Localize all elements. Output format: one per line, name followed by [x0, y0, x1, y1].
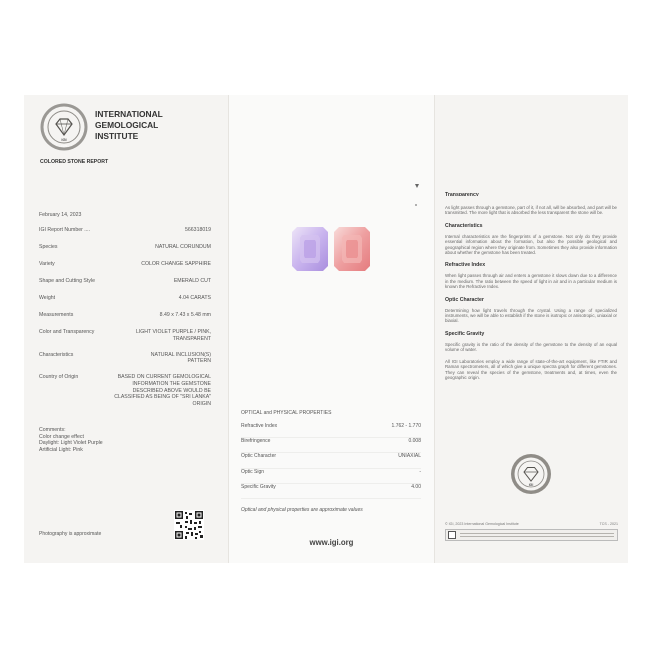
optical-label: Optic Sign [241, 468, 265, 475]
detail-row-report-number [39, 227, 211, 234]
detail-label: Variety [39, 260, 55, 267]
optical-value: - [419, 468, 421, 475]
detail-row-color [39, 329, 211, 342]
optical-row [241, 469, 421, 484]
colored-stone-report [24, 95, 628, 563]
comment-line: Artificial Light: Pink [39, 446, 83, 453]
detail-value: LIGHT VIOLET PURPLE / PINK, TRANSPARENT [135, 328, 211, 342]
detail-row-measurements [39, 312, 211, 319]
detail-label: Characteristics [39, 351, 74, 358]
detail-label: Color and Transparency [39, 328, 95, 335]
detail-label: Species [39, 243, 58, 250]
detail-value: 8.49 x 7.43 x 5.48 mm [159, 311, 211, 318]
detail-value: NATURAL INCLUSION(S) PATTERN [150, 351, 211, 365]
detail-row-species [39, 244, 211, 251]
report-info-panel [435, 95, 628, 563]
detail-label: IGI Report Number .... [39, 227, 91, 233]
report-center-panel [229, 95, 435, 563]
detail-row-origin [39, 374, 211, 407]
igi-seal-icon [510, 453, 552, 495]
fold-mark-icon [414, 183, 420, 189]
section-title-transparency: Transparency [445, 192, 479, 196]
optical-label: Refractive Index [241, 423, 278, 429]
photography-note: Photography is approximate [39, 531, 102, 537]
optical-disclaimer: Optical and physical properties are approximate values [241, 507, 363, 513]
detail-row-shape [39, 278, 211, 285]
detail-label: Measurements [39, 311, 74, 318]
detail-row-weight [39, 295, 211, 302]
copyright-line [445, 522, 618, 526]
section-body-specific-gravity: Specific gravity is the ratio of the density of the gemstone to the density of an equal volume of water. [445, 341, 617, 353]
section-title-optic-character: Optic Character [445, 296, 484, 303]
comments-title: Comments: [39, 427, 66, 433]
comment-line: Color change effect [39, 433, 84, 440]
detail-value: 4.04 CARATS [178, 294, 211, 301]
institute-name-line-2: GEMOLOGICAL [95, 120, 159, 130]
optical-label: Optic Character [241, 453, 277, 460]
closing-paragraph: All IGI Laboratories employ a wide range of state-of-the-art equipment, like FTIR and Raman spectrometers, all of which give a unique spectra graph for different gemstones. They can reveal the species of the gemstone, treatments and, at times, even the geographic origin. [445, 358, 617, 380]
form-code: TCS - 2021 [599, 522, 618, 526]
optical-value: 1.762 - 1.770 [391, 423, 421, 429]
optical-properties-table [241, 423, 421, 499]
report-date: February 14, 2023 [39, 212, 82, 218]
section-title-refractive-index: Refractive Index [445, 262, 486, 269]
detail-row-characteristics [39, 352, 211, 365]
report-details [39, 227, 211, 418]
svg-text:IGI: IGI [61, 137, 67, 142]
section-title-specific-gravity: Specific Gravity [445, 330, 485, 337]
section-title-characteristics: Characteristics [445, 222, 483, 229]
detail-label: Weight [39, 294, 56, 301]
report-type-title: COLORED STONE REPORT [40, 159, 109, 165]
fold-dot-icon [414, 203, 418, 207]
detail-row-variety [39, 261, 211, 268]
detail-label: Shape and Cutting Style [39, 277, 95, 284]
section-body-characteristics: Internal characteristics are the fingerprints of a gemstone. Not only do they provide essential information about the formation, but also the possible geological and geographical region where they originate from. Sometimes they also provide information about whether the gemstone has been treated. [445, 233, 617, 256]
detail-label: Country of Origin [39, 374, 79, 381]
optical-label: Birefringence [241, 438, 271, 445]
section-body-optic-character: Determining how light travels through the crystal. Using a range of specialized instruments, we will be able to establish if the stone is isotropic or anisotropic, uniaxial or biaxial. [445, 307, 617, 324]
institute-name [95, 109, 215, 142]
detail-value: EMERALD CUT [173, 277, 211, 284]
detail-value: NATURAL CORUNDUM [155, 243, 211, 250]
detail-value: 566318019 [185, 227, 211, 233]
fine-print [460, 531, 617, 539]
optical-row [241, 484, 421, 499]
igi-seal-icon [39, 102, 89, 152]
optical-row [241, 423, 421, 438]
optical-label: Specific Gravity [241, 483, 276, 490]
optical-properties-title: OPTICAL and PHYSICAL PROPERTIES [241, 410, 332, 416]
gemstone-photo [291, 225, 371, 273]
copyright-text: © IGI, 2023 International Gemological Institute [445, 522, 519, 526]
section-body-transparency: As light passes through a gemstone, part of it, if not all, will be absorbed, and part will be transmitted. The more light that is absorbed the less transparent the stone will be. [445, 205, 617, 216]
optical-value: UNIAXIAL [398, 453, 421, 460]
optical-row [241, 453, 421, 468]
info-sections [445, 192, 617, 380]
document-icon [448, 531, 456, 539]
detail-value: BASED ON CURRENT GEMOLOGICAL INFORMATION THE GEMSTONE DESCRIBED ABOVE WOULD BE CLASSIFIED AS BEING OF "SRI LANKA" ORIGIN [114, 374, 211, 407]
svg-text:1975: 1975 [60, 144, 68, 148]
optical-row [241, 438, 421, 453]
institute-name-line-3: INSTITUTE [95, 131, 139, 141]
detail-value: COLOR CHANGE SAPPHIRE [141, 260, 211, 267]
comment-line: Daylight: Light Violet Purple [39, 440, 103, 447]
qr-code-icon[interactable] [174, 510, 204, 540]
optical-value: 4.00 [411, 483, 421, 490]
comments-block [39, 427, 103, 453]
optical-value: 0.008 [408, 438, 421, 445]
section-body-refractive-index: When light passes through air and enters a gemstone it slows down due to a difference in the medium. The ratio between the speed of light in air and in a particular medium is known the Refractive Index. [445, 273, 617, 290]
svg-text:IGI: IGI [528, 483, 534, 487]
website-link[interactable]: www.igi.org [309, 538, 354, 547]
institute-name-line-1: INTERNATIONAL [95, 109, 163, 119]
security-footer-bar [445, 529, 618, 541]
report-front-panel [24, 95, 229, 563]
